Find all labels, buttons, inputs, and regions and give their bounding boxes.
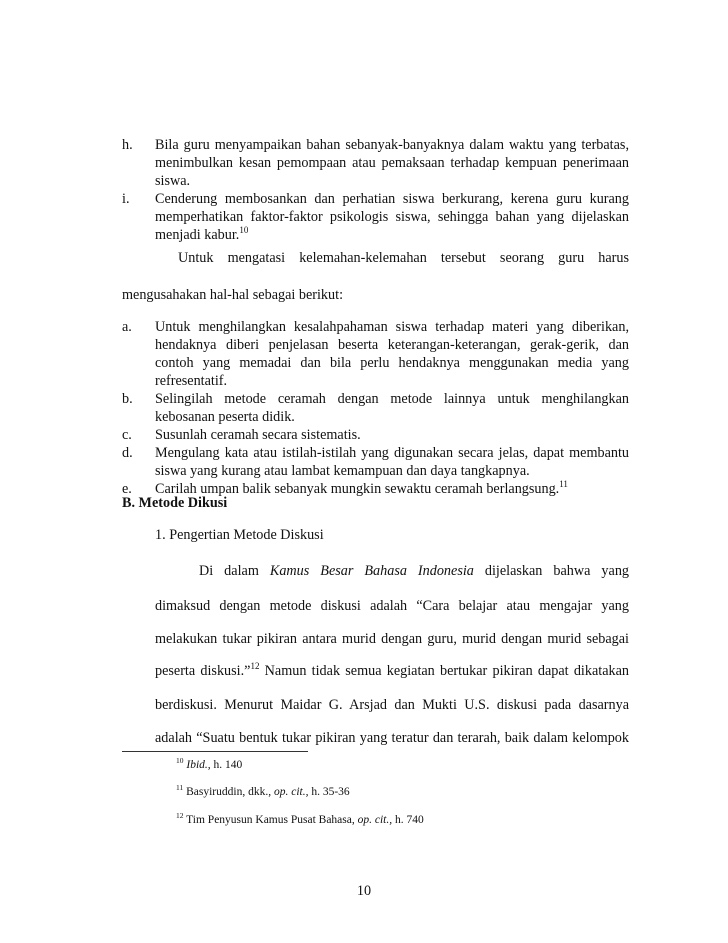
body-line-4: peserta diskusi.”$^{12}$ Namun tidak semua kegiatan bertukar pikiran dapat dikatakan [155, 661, 629, 679]
list-line: Untuk menghilangkan kesalahpahaman siswa terhadap materi yang diberikan, [155, 319, 629, 335]
list-line: menjadi kabur.$^{10}$ [155, 225, 249, 243]
list-marker: h. [122, 137, 133, 153]
intro-line-1: Untuk mengatasi kelemahan-kelemahan tersebut seorang guru harus [178, 250, 629, 266]
list-line: contoh yang memadai dan bila perlu hendaknya menggunakan media yang [155, 355, 629, 371]
list-line: siswa yang kurang atau lambat kemampuan dan daya tangkapnya. [155, 463, 530, 479]
list-line: Mengulang kata atau istilah-istilah yang digunakan secara jelas, dapat membantu [155, 445, 629, 461]
list-line: Bila guru menyampaikan bahan sebanyak-banyaknya dalam waktu yang terbatas, [155, 137, 629, 153]
list-item-i [122, 190, 629, 244]
list-line: Cenderung membosankan dan perhatian siswa berkurang, kerena guru kurang [155, 191, 629, 207]
list-marker: i. [122, 191, 130, 207]
footnote-ref: 12 [250, 661, 260, 671]
list-top [122, 136, 629, 244]
footnote-separator [122, 751, 308, 752]
list-bottom [122, 318, 629, 498]
subsection-heading: 1. Pengertian Metode Diskusi [155, 527, 324, 543]
intro-line-2: mengusahakan hal-hal sebagai berikut: [122, 287, 344, 303]
list-marker: a. [122, 319, 132, 335]
list-item-b [122, 390, 629, 426]
page-number: 10 [356, 883, 372, 899]
list-line: Selingilah metode ceramah dengan metode lainnya untuk menghilangkan [155, 391, 629, 407]
body-line-2: dimaksud dengan metode diskusi adalah “Cara belajar atau mengajar yang [155, 598, 629, 614]
list-marker: d. [122, 445, 133, 461]
body-line-1: Di dalam Kamus Besar Bahasa Indonesia dijelaskan bahwa yang [199, 563, 630, 579]
list-line: menimbulkan kesan pemompaan atau pemaksaan terhadap kempuan penerimaan [155, 155, 629, 171]
section-heading: B. Metode Dikusi [122, 495, 228, 511]
footnote-12: $^{12}$ Tim Penyusun Kamus Pusat Bahasa, op. cit., h. 740 [176, 811, 424, 826]
list-item-a [122, 318, 629, 390]
list-line: refresentatif. [155, 373, 228, 389]
list-line: memperhatikan faktor-faktor psikologis siswa, sehingga bahan yang dijelaskan [155, 209, 629, 225]
footnote-ref: 11 [559, 479, 568, 489]
footnote-11: $^{11}$ Basyiruddin, dkk., op. cit., h. 35-36 [176, 783, 350, 798]
body-line-3: melakukan tukar pikiran antara murid dengan guru, murid dengan murid sebagai [155, 631, 629, 647]
list-line: Susunlah ceramah secara sistematis. [155, 427, 361, 443]
list-item-h [122, 136, 629, 190]
list-line: hendaknya diberi penjelasan beserta keterangan-keterangan, gerak-gerik, dan [155, 337, 629, 353]
list-item-d [122, 444, 629, 480]
body-line-6: adalah “Suatu bentuk tukar pikiran yang teratur dan terarah, baik dalam kelompok [155, 730, 629, 746]
body-line-5: berdiskusi. Menurut Maidar G. Arsjad dan Mukti U.S. diskusi pada dasarnya [155, 697, 629, 713]
list-line: siswa. [155, 173, 191, 189]
list-line: kebosanan peserta didik. [155, 409, 295, 425]
list-marker: c. [122, 427, 132, 443]
list-line: Carilah umpan balik sebanyak mungkin sewaktu ceramah berlangsung.$^{11}$ [155, 479, 568, 497]
list-item-c [122, 426, 629, 444]
list-marker: b. [122, 391, 133, 407]
footnote-10: $^{10}$ Ibid., h. 140 [176, 756, 243, 771]
list-marker: e. [122, 481, 132, 497]
footnote-ref: 10 [239, 225, 249, 235]
